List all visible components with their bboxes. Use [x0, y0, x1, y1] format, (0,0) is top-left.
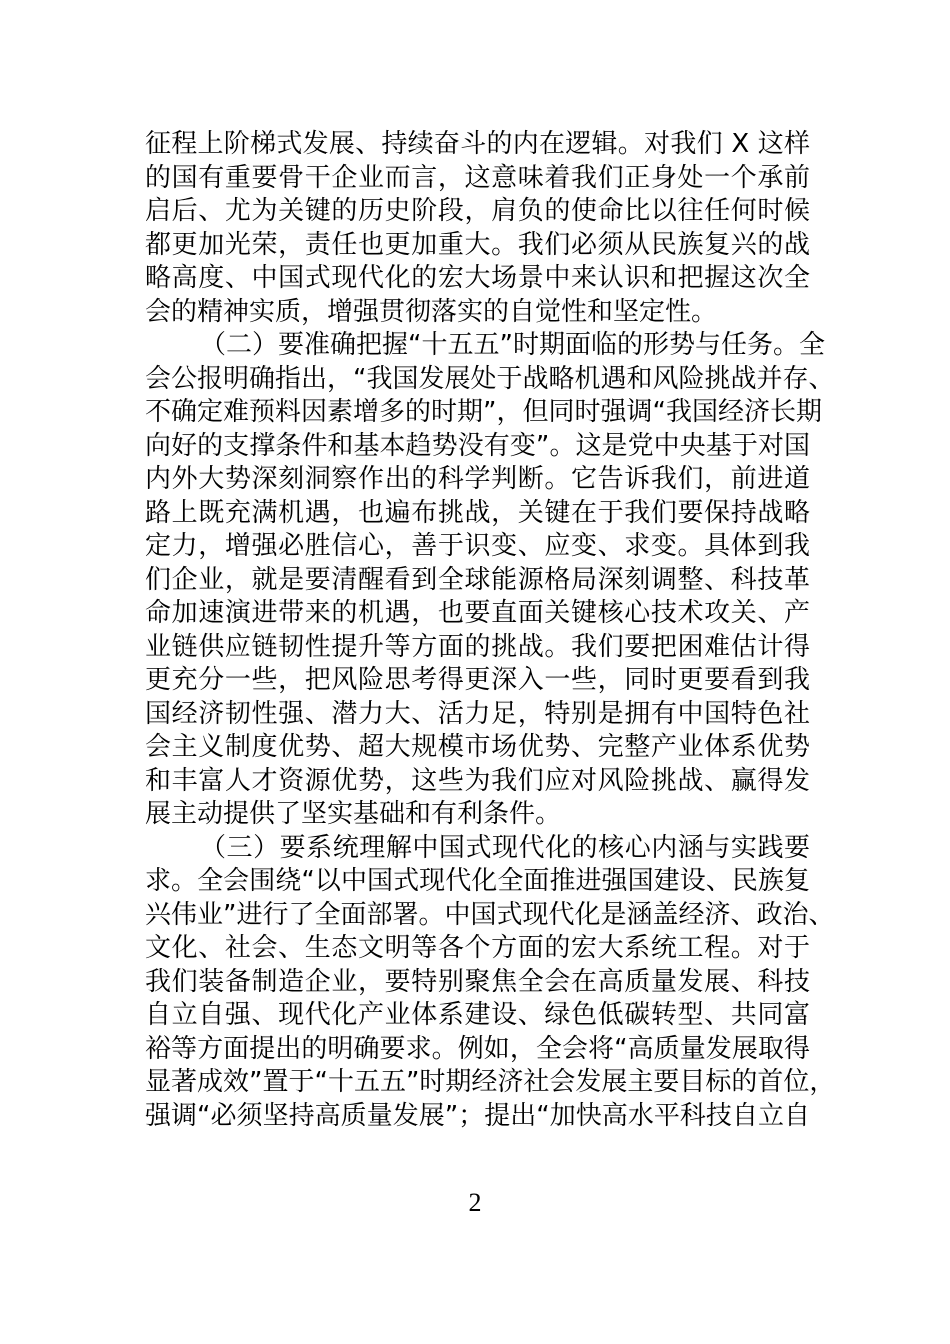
text-line: 裕等方面提出的明确要求。例如，全会将“高质量发展取得: [145, 1033, 810, 1064]
text-line: 的国有重要骨干企业而言，这意味着我们正身处一个承前: [145, 162, 810, 193]
text-line: 们企业，就是要清醒看到全球能源格局深刻调整、科技革: [145, 564, 810, 595]
text-line: 略高度、中国式现代化的宏大场景中来认识和把握这次全: [145, 263, 810, 293]
text-line: 不确定难预料因素增多的时期”，但同时强调“我国经济长期: [145, 397, 822, 427]
text-line: 显著成效”置于“十五五”时期经济社会发展主要目标的首位，: [145, 1067, 836, 1097]
text-line: 会的精神实质，增强贯彻落实的自觉性和坚定性。: [145, 296, 718, 327]
text-line: 展主动提供了坚实基础和有利条件。: [145, 799, 562, 829]
text-line: 更充分一些，把风险思考得更深入一些，同时更要看到我: [145, 665, 810, 695]
paragraph: [145, 128, 810, 329]
text-line: 命加速演进带来的机遇，也要直面关键核心技术攻关、产: [145, 598, 810, 628]
text-line: 会主义制度优势、超大规模市场优势、完整产业体系优势: [145, 732, 810, 762]
text-line: 内外大势深刻洞察作出的科学判断。它告诉我们，前进道: [145, 464, 810, 494]
text-line: 会公报明确指出，“我国发展处于战略机遇和风险挑战并存、: [145, 363, 835, 394]
text-line: 征程上阶梯式发展、持续奋斗的内在逻辑。对我们 X 这样: [145, 129, 810, 159]
text-line: 文化、社会、生态文明等各个方面的宏大系统工程。对于: [145, 933, 810, 963]
text-line: 向好的支撑条件和基本趋势没有变”。这是党中央基于对国: [145, 430, 810, 461]
paragraph: [145, 329, 835, 832]
text-line: 我们装备制造企业，要特别聚焦全会在高质量发展、科技: [145, 966, 810, 997]
text-line: 和丰富人才资源优势，这些为我们应对风险挑战、赢得发: [145, 765, 810, 796]
text-line: 启后、尤为关键的历史阶段，肩负的使命比以往任何时候: [145, 196, 810, 226]
text-line: 业链供应链韧性提升等方面的挑战。我们要把困难估计得: [145, 631, 810, 662]
page-number: 2: [468, 1188, 482, 1217]
document-body: [145, 128, 836, 1133]
paragraph: [145, 832, 836, 1134]
text-line: 定力，增强必胜信心，善于识变、应变、求变。具体到我: [145, 531, 810, 561]
text-line: 都更加光荣，责任也更加重大。我们必须从民族复兴的战: [145, 229, 810, 260]
text-line: 自立自强、现代化产业体系建设、绿色低碳转型、共同富: [145, 1000, 810, 1030]
text-line: 兴伟业”进行了全面部署。中国式现代化是涵盖经济、政治、: [145, 899, 835, 930]
text-line: （三）要系统理解中国式现代化的核心内涵与实践要: [200, 832, 810, 863]
text-line: 路上既充满机遇，也遍布挑战，关键在于我们要保持战略: [145, 497, 810, 528]
text-line: 求。全会围绕“以中国式现代化全面推进强国建设、民族复: [145, 866, 810, 896]
text-line: （二）要准确把握“十五五”时期面临的形势与任务。全: [200, 330, 825, 360]
text-line: 国经济韧性强、潜力大、活力足，特别是拥有中国特色社: [145, 698, 810, 729]
text-line: 强调“必须坚持高质量发展”；提出“加快高水平科技自立自: [145, 1100, 810, 1131]
